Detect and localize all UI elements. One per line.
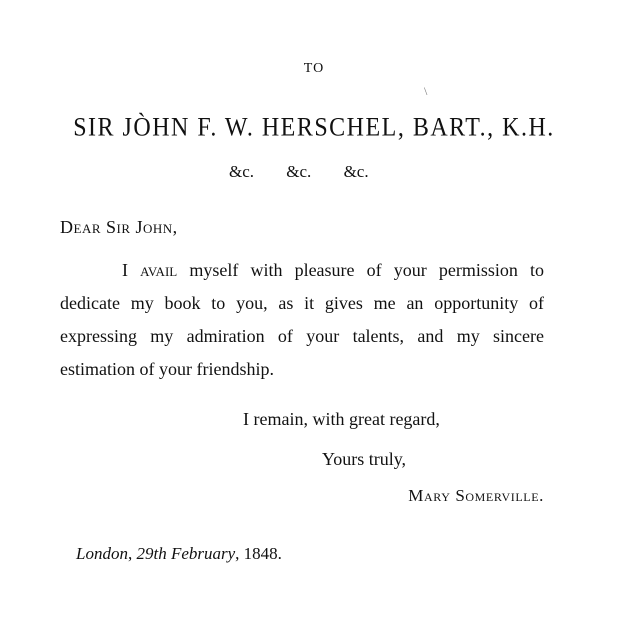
date-day-month: 29th February — [136, 544, 236, 563]
date-year: 1848. — [243, 544, 282, 563]
stray-mark: \ — [424, 84, 428, 98]
letter-body — [60, 254, 544, 386]
opening-word: I — [122, 260, 128, 280]
etc-row — [229, 162, 397, 182]
signature: Mary Somerville. — [408, 486, 544, 505]
etc-item: &c. — [343, 162, 369, 181]
opening-smallcaps: avail — [140, 260, 178, 280]
recipient-name: SIR JÒHN F. W. HERSCHEL, BART., K.H. — [73, 113, 555, 143]
date-separator: , — [235, 544, 244, 563]
date-separator: , — [127, 544, 137, 563]
etc-item: &c. — [229, 162, 255, 181]
dateline — [76, 544, 282, 564]
salutation: Dear Sir John, — [60, 217, 178, 237]
closing-line-1: I remain, with great regard, — [243, 409, 440, 429]
closing-line-2: Yours truly, — [322, 449, 407, 469]
addressee-to: TO — [303, 61, 325, 76]
etc-item: &c. — [286, 162, 312, 181]
date-place: London — [76, 544, 128, 563]
body-text: myself with pleasure of your permission to dedicate my book to you, as it gives me an opportunity of expressing my admiration of your talents, and my sincere estimation of your friendship. — [60, 260, 544, 379]
